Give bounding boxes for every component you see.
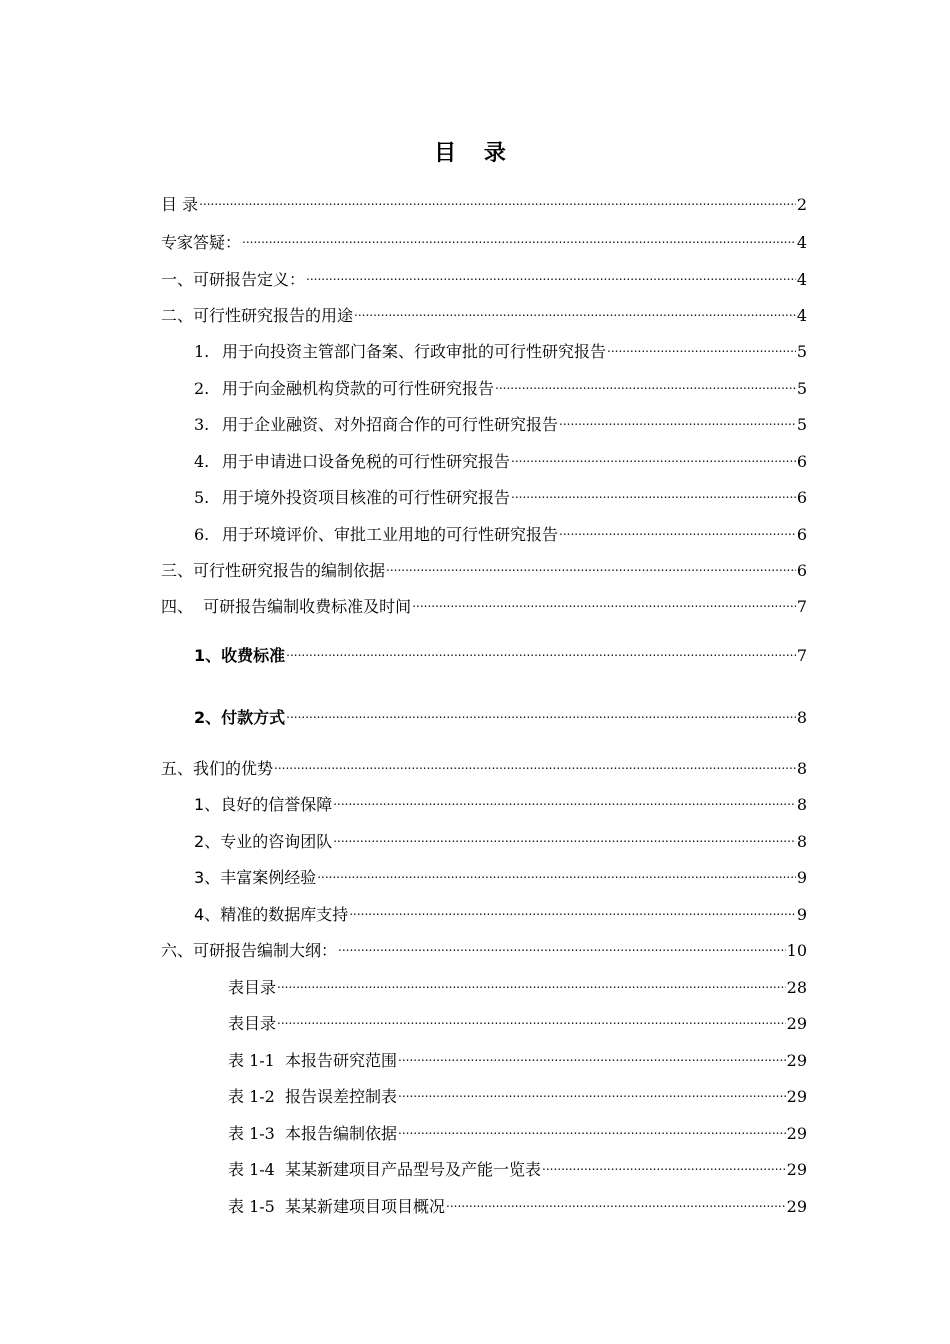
toc-entry-label xyxy=(194,414,558,436)
toc-entry-page: 5 xyxy=(796,342,807,361)
toc-entry-label: 表 1-2 报告误差控制表 xyxy=(228,1087,398,1106)
toc-entry[interactable] xyxy=(161,226,807,254)
toc-leader xyxy=(446,1190,786,1212)
toc-entry-label: 五、我们的优势 xyxy=(161,759,274,778)
toc-entry-label xyxy=(194,831,332,853)
toc-leader xyxy=(398,1117,786,1139)
toc-entry-page: 8 xyxy=(796,759,807,778)
toc-entry[interactable] xyxy=(194,408,807,436)
toc-entry[interactable] xyxy=(194,898,807,926)
toc-leader xyxy=(495,372,796,394)
toc-entry-page: 29 xyxy=(786,1014,807,1033)
toc-entry-page: 6 xyxy=(796,561,807,580)
toc-entry-page: 2 xyxy=(796,195,807,214)
toc-entry-page: 4 xyxy=(796,270,807,289)
toc-leader xyxy=(398,1044,786,1066)
toc-entry-number: 4 xyxy=(194,905,205,924)
toc-entry[interactable] xyxy=(194,825,807,853)
toc-entry-page: 9 xyxy=(796,905,807,924)
toc-entry-label: 表 1-4 某某新建项目产品型号及产能一览表 xyxy=(228,1160,542,1179)
toc-entry-label: 表 1-3 本报告编制依据 xyxy=(228,1124,398,1143)
toc-entry[interactable] xyxy=(194,861,807,889)
toc-entry-label xyxy=(194,867,316,889)
toc-entry-number: 3 xyxy=(194,868,205,887)
toc-leader xyxy=(274,752,796,774)
toc-entry[interactable] xyxy=(194,788,807,816)
toc-entry-number: 5. xyxy=(194,488,210,507)
toc-leader xyxy=(286,701,796,723)
toc-entry-page: 29 xyxy=(786,1087,807,1106)
toc-entry-label: 二、可行性研究报告的用途 xyxy=(161,306,354,325)
toc-entry[interactable] xyxy=(161,263,807,291)
toc-entry[interactable] xyxy=(228,971,807,999)
toc-entry[interactable] xyxy=(194,372,807,400)
toc-leader xyxy=(542,1153,786,1175)
toc-entry-text: 、丰富案例经验 xyxy=(204,868,317,887)
toc-entry[interactable] xyxy=(194,335,807,363)
toc-entry-label: 表目录 xyxy=(228,978,277,997)
toc-entry-page: 7 xyxy=(796,646,807,665)
toc-leader xyxy=(511,445,796,467)
toc-entry[interactable] xyxy=(161,752,807,780)
toc-leader xyxy=(333,825,796,847)
toc-entry-label: 一、可研报告定义： xyxy=(161,270,306,289)
toc-entry-label: 表目录 xyxy=(228,1014,277,1033)
toc-entry-page: 29 xyxy=(786,1160,807,1179)
toc-leader xyxy=(286,639,796,661)
toc-entry-page: 10 xyxy=(786,941,807,960)
toc-entry-label xyxy=(194,378,494,400)
toc-leader xyxy=(412,590,796,612)
toc-entry-label: 目 录 xyxy=(161,195,199,214)
toc-entry-text: 用于申请进口设备免税的可行性研究报告 xyxy=(222,452,511,471)
toc-entry-text: 用于环境评价、审批工业用地的可行性研究报告 xyxy=(222,525,559,544)
toc-entry-page: 29 xyxy=(786,1197,807,1216)
toc-entry-number: 4. xyxy=(194,452,210,471)
toc-entry-page: 8 xyxy=(796,708,807,727)
toc-entry-text: 用于向金融机构贷款的可行性研究报告 xyxy=(222,379,495,398)
toc-entry-label: 2、付款方式 xyxy=(194,708,286,727)
toc-entry-label: 六、可研报告编制大纲： xyxy=(161,941,338,960)
toc-entry-page: 7 xyxy=(796,597,807,616)
toc-leader xyxy=(511,481,796,503)
toc-leader xyxy=(398,1080,786,1102)
toc-entry[interactable] xyxy=(228,1044,807,1072)
toc-entry-page: 5 xyxy=(796,379,807,398)
toc-entry-page: 28 xyxy=(786,978,807,997)
toc-entry-text: 用于境外投资项目核准的可行性研究报告 xyxy=(222,488,511,507)
toc-entry-page: 29 xyxy=(786,1051,807,1070)
toc-entry-label xyxy=(194,904,348,926)
toc-entry-label xyxy=(194,794,332,816)
toc-entry-text: 、精准的数据库支持 xyxy=(204,905,349,924)
toc-entry-label: 三、可行性研究报告的编制依据 xyxy=(161,561,386,580)
page-title: 目 录 xyxy=(434,141,516,166)
toc-entry-label: 专家答疑： xyxy=(161,233,242,252)
toc-leader xyxy=(559,518,796,540)
toc-leader xyxy=(306,263,796,285)
toc-leader xyxy=(333,788,796,810)
toc-entry[interactable] xyxy=(161,934,807,962)
toc-entry-text: 用于向投资主管部门备案、行政审批的可行性研究报告 xyxy=(222,342,607,361)
toc-leader xyxy=(386,554,796,576)
toc-leader xyxy=(317,861,796,883)
toc-entry[interactable] xyxy=(228,1153,807,1181)
toc-entry-label xyxy=(194,451,510,473)
toc-entry-page: 4 xyxy=(796,306,807,325)
toc-leader xyxy=(354,299,796,321)
toc-entry[interactable] xyxy=(194,701,807,729)
toc-entry-text: 、良好的信誉保障 xyxy=(204,795,333,814)
toc-entry-page: 6 xyxy=(796,452,807,471)
toc-entry[interactable] xyxy=(194,445,807,473)
toc-entry[interactable] xyxy=(194,481,807,509)
toc-entry-page: 8 xyxy=(796,832,807,851)
toc-leader xyxy=(242,226,796,248)
toc-leader xyxy=(199,188,796,210)
toc-entry-page: 6 xyxy=(796,488,807,507)
toc-entry[interactable] xyxy=(228,1007,807,1035)
toc-entry[interactable] xyxy=(194,518,807,546)
toc-entry[interactable] xyxy=(194,639,807,667)
toc-entry[interactable] xyxy=(161,188,807,216)
toc-entry-label: 表 1-5 某某新建项目项目概况 xyxy=(228,1197,446,1216)
toc-leader xyxy=(607,335,796,357)
toc-entry-page: 6 xyxy=(796,525,807,544)
toc-entry-page: 9 xyxy=(796,868,807,887)
toc-entry-label: 1、收费标准 xyxy=(194,646,286,665)
toc-entry-number: 6. xyxy=(194,525,210,544)
toc-entry-page: 4 xyxy=(796,233,807,252)
toc-entry-label xyxy=(194,487,510,509)
toc-entry-label: 四、 可研报告编制收费标准及时间 xyxy=(161,597,412,616)
toc-entry-number: 2. xyxy=(194,379,210,398)
toc-entry-page: 5 xyxy=(796,415,807,434)
toc-leader xyxy=(277,971,786,993)
toc-entry-number: 3. xyxy=(194,415,210,434)
toc-entry-text: 、专业的咨询团队 xyxy=(204,832,333,851)
toc-entry-number: 2 xyxy=(194,832,205,851)
toc-entry-page: 8 xyxy=(796,795,807,814)
toc-entry[interactable] xyxy=(228,1080,807,1108)
toc-entry-label xyxy=(194,524,558,546)
toc-entry[interactable] xyxy=(228,1117,807,1145)
toc-entry[interactable] xyxy=(161,590,807,618)
toc-entry-page: 29 xyxy=(786,1124,807,1143)
toc-entry[interactable] xyxy=(161,299,807,327)
toc-leader xyxy=(559,408,796,430)
toc-entry[interactable] xyxy=(228,1190,807,1218)
toc-entry-number: 1 xyxy=(194,795,205,814)
toc-entry-label: 表 1-1 本报告研究范围 xyxy=(228,1051,398,1070)
toc-leader xyxy=(349,898,796,920)
toc-leader xyxy=(277,1007,786,1029)
toc-entry-text: 用于企业融资、对外招商合作的可行性研究报告 xyxy=(222,415,559,434)
toc-leader xyxy=(338,934,786,956)
toc-entry-number: 1. xyxy=(194,342,210,361)
toc-entry-label xyxy=(194,341,606,363)
toc-entry[interactable] xyxy=(161,554,807,582)
